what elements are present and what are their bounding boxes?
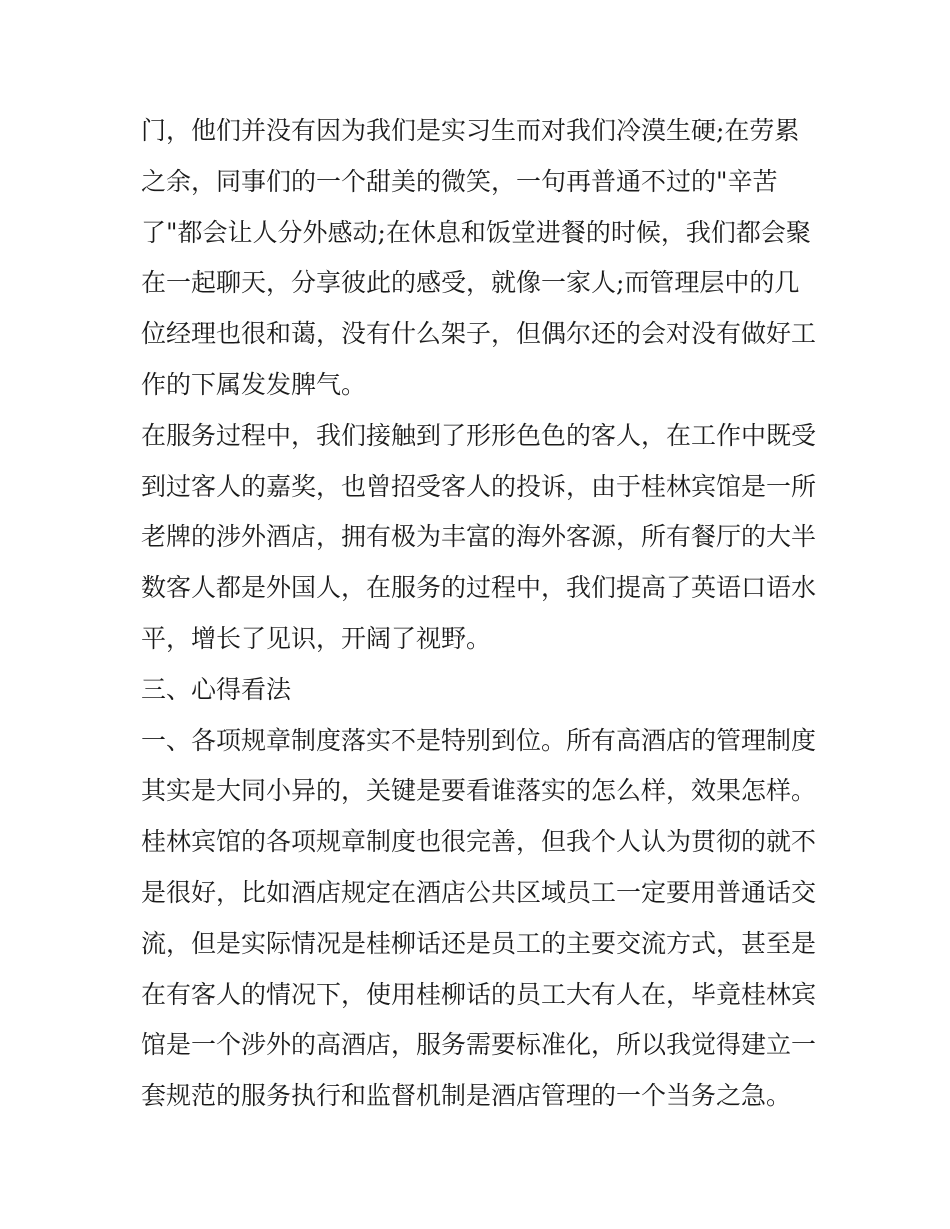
text-line: 老牌的涉外酒店，拥有极为丰富的海外客源，所有餐厅的大半 bbox=[141, 522, 817, 552]
text-line: 作的下属发发脾气。 bbox=[141, 369, 367, 399]
text-line: 是很好，比如酒店规定在酒店公共区域员工一定要用普通话交 bbox=[141, 877, 817, 907]
text-line: 流，但是实际情况是桂柳话还是员工的主要交流方式，甚至是 bbox=[141, 928, 817, 958]
text-line: 桂林宾馆的各项规章制度也很完善，但我个人认为贯彻的就不 bbox=[141, 827, 817, 857]
text-line: 一、各项规章制度落实不是特别到位。所有高酒店的管理制度 bbox=[141, 725, 817, 755]
text-line: 馆是一个涉外的高酒店，服务需要标准化，所以我觉得建立一 bbox=[141, 1030, 817, 1060]
text-line: 在一起聊天，分享彼此的感受，就像一家人;而管理层中的几 bbox=[141, 268, 800, 298]
text-line: 平，增长了见识，开阔了视野。 bbox=[141, 623, 492, 653]
document-body bbox=[141, 106, 817, 1122]
text-line: 到过客人的嘉奖，也曾招受客人的投诉，由于桂林宾馆是一所 bbox=[141, 471, 817, 501]
section-heading: 三、心得看法 bbox=[141, 674, 292, 704]
text-line: 了"都会让人分外感动;在休息和饭堂进餐的时候，我们都会聚 bbox=[141, 217, 811, 247]
text-line: 套规范的服务执行和监督机制是酒店管理的一个当务之急。 bbox=[141, 1081, 792, 1111]
text-line: 数客人都是外国人，在服务的过程中，我们提高了英语口语水 bbox=[141, 573, 817, 603]
text-line: 位经理也很和蔼，没有什么架子，但偶尔还的会对没有做好工 bbox=[141, 319, 817, 349]
text-line: 之余，同事们的一个甜美的微笑，一句再普通不过的"辛苦 bbox=[141, 166, 778, 196]
text-line: 在有客人的情况下，使用桂柳话的员工大有人在，毕竟桂林宾 bbox=[141, 979, 817, 1009]
text-line: 其实是大同小异的，关键是要看谁落实的怎么样，效果怎样。 bbox=[141, 776, 817, 806]
text-line: 在服务过程中，我们接触到了形形色色的客人，在工作中既受 bbox=[141, 420, 817, 450]
text-line: 门，他们并没有因为我们是实习生而对我们冷漠生硬;在劳累 bbox=[141, 116, 800, 145]
